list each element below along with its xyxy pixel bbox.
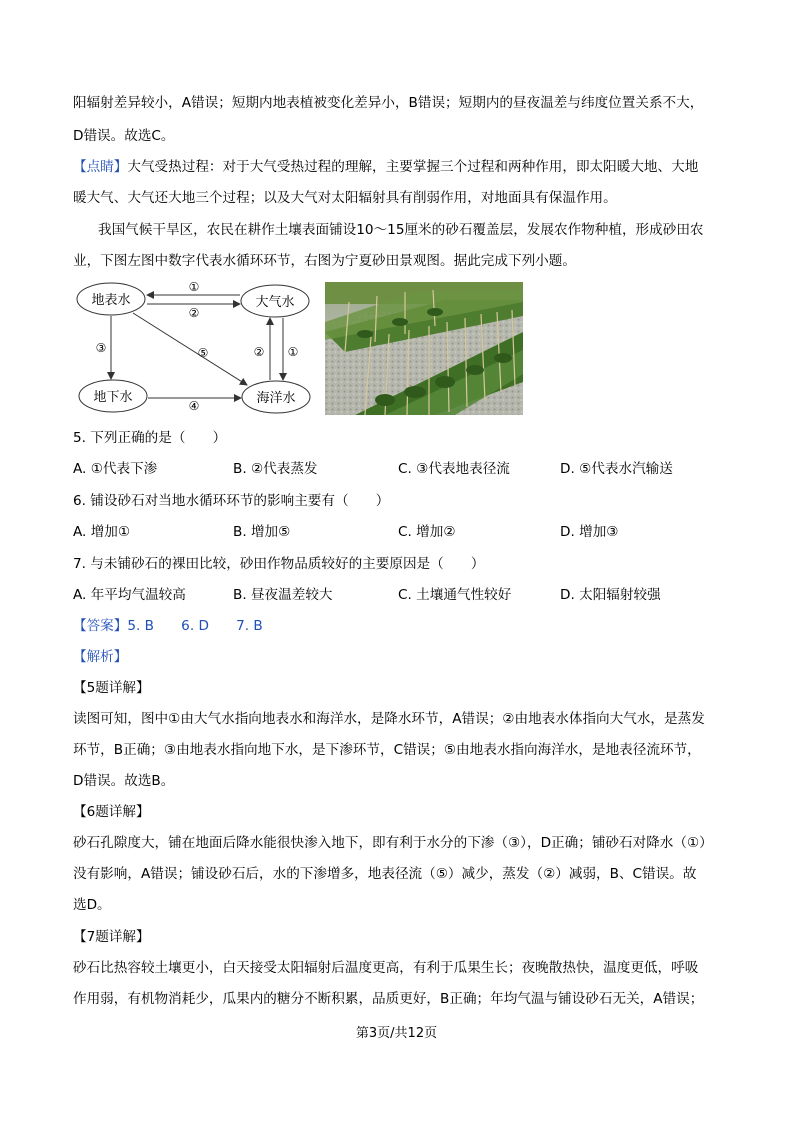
photo-svg	[325, 282, 523, 415]
text-line: 暖大气、大气还大地三个过程；以及大气对太阳辐射具有削弱作用，对地面具有保温作用。	[73, 190, 617, 206]
question-7-stem: 7. 与未铺砂石的裸田比较，砂田作物品质较好的主要原因是（ ）	[73, 556, 485, 572]
label-1-top: ①	[188, 281, 200, 294]
question-5-stem: 5. 下列正确的是（ ）	[73, 430, 227, 446]
q5-option-b: B. ②代表蒸发	[233, 461, 318, 477]
text-line: D错误。故选B。	[73, 773, 175, 789]
q7-option-a: A. 年平均气温较高	[73, 587, 186, 603]
q6-option-d: D. 增加③	[560, 524, 619, 540]
detail-6-tag: 【6题详解】	[73, 804, 150, 820]
q7-option-d: D. 太阳辐射较强	[560, 587, 661, 603]
text-line: 我国气候干旱区，农民在耕作土壤表面铺设10～15厘米的砂石覆盖层，发展农作物种植，形成砂田农	[98, 222, 704, 238]
page-footer: 第3页/共12页	[355, 1026, 438, 1041]
label-2-top: ②	[188, 306, 200, 320]
label-2-right: ②	[253, 345, 265, 359]
text-line: 砂石比热容较土壤更小，白天接受太阳辐射后温度更高，有利于瓜果生长；夜晚散热快，温度更低，呼吸	[73, 960, 699, 976]
sand-field-photo	[325, 282, 523, 415]
q5-option-d: D. ⑤代表水汽输送	[560, 461, 673, 477]
analysis-tag: 【解析】	[73, 649, 128, 665]
answer-text: 5. B 6. D 7. B	[127, 618, 263, 634]
answer-line	[73, 616, 733, 636]
text-line: 阳辐射差异较小，A错误；短期内地表植被变化差异小，B错误；短期内的昼夜温差与纬度位置关系不大，	[73, 95, 704, 111]
node-label-surface: 地表水	[91, 293, 131, 308]
answer-tag: 【答案】	[73, 618, 128, 634]
node-label-ocean: 海洋水	[256, 391, 296, 406]
node-label-atmosphere: 大气水	[255, 295, 295, 310]
label-5: ⑤	[197, 346, 209, 360]
q5-option-a: A. ①代表下渗	[73, 461, 158, 477]
q6-option-c: C. 增加②	[398, 524, 456, 540]
detail-5-tag: 【5题详解】	[73, 680, 150, 696]
label-4: ④	[188, 399, 200, 413]
diagram-svg	[73, 281, 323, 417]
q7-option-b: B. 昼夜温差较大	[233, 587, 333, 603]
question-6-stem: 6. 铺设砂石对当地水循环环节的影响主要有（ ）	[73, 493, 390, 509]
node-label-ground: 地下水	[93, 390, 133, 405]
text-line: 没有影响，A错误；铺设砂石后，水的下渗增多，地表径流（⑤）减少，蒸发（②）减弱，B、C错误。故	[73, 866, 697, 882]
q7-option-c: C. 土壤通气性较好	[398, 587, 512, 603]
text-line: D错误。故选C。	[73, 128, 175, 144]
water-cycle-diagram	[73, 281, 323, 417]
q6-option-b: B. 增加⑤	[233, 524, 291, 540]
text-line: 读图可知，图中①由大气水指向地表水和海洋水，是降水环节，A错误；②由地表水体指向大气水，是蒸发	[73, 711, 705, 727]
text-line: 作用弱，有机物消耗少，瓜果内的糖分不断积累，品质更好，B正确；年均气温与铺设砂石无关，A错误；	[73, 991, 704, 1007]
label-3: ③	[95, 341, 107, 355]
q5-option-c: C. ③代表地表径流	[398, 461, 510, 477]
text-line: 大气受热过程：对于大气受热过程的理解，主要掌握三个过程和两种作用，即太阳暖大地、大地	[127, 159, 699, 175]
q6-option-a: A. 增加①	[73, 524, 131, 540]
arrow-runoff	[133, 313, 247, 385]
text-line: 选D。	[73, 897, 111, 913]
text-line: 环节，B正确；③由地表水指向地下水，是下渗环节，C错误；⑤由地表水指向海洋水，是地表径流环节，	[73, 742, 701, 758]
text-line: 砂石孔隙度大，铺在地面后降水能很快渗入地下，即有利于水分的下渗（③），D正确；铺砂石对降水（①）	[73, 835, 713, 851]
text-line: 业，下图左图中数字代表水循环环节，右图为宁夏砂田景观图。据此完成下列小题。	[73, 253, 576, 269]
dianjing-paragraph	[73, 157, 733, 177]
detail-7-tag: 【7题详解】	[73, 929, 150, 945]
label-1-right: ①	[287, 345, 299, 359]
dianjing-tag: 【点睛】	[73, 159, 128, 175]
